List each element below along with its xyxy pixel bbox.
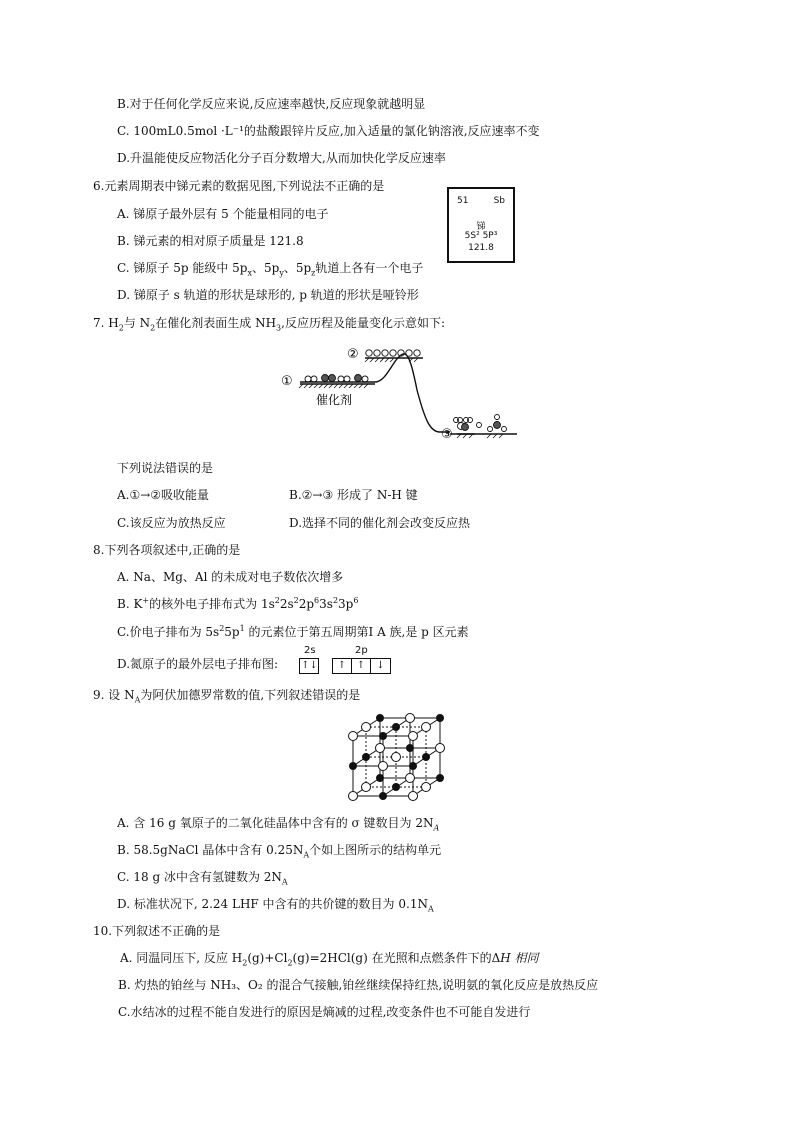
q6-option-a: A. 锑原子最外层有 5 个能量相同的电子 [117,207,329,221]
q6-stem: 6.元素周期表中锑元素的数据见图,下列说法不正确的是 [93,179,385,193]
q7-prompt: 下列说法错误的是 [117,461,214,475]
orbital-cell-2p-2: ↑ [352,659,371,673]
orbital-cell-2s: ↑↓ [301,660,318,671]
q9-stem: 9. 设 $N_A$为阿伏加德罗常数的值,下列叙述错误的是 [93,688,361,705]
orbital-label-2p: 2p [355,645,368,656]
adsorbed-atoms [366,350,420,356]
element-name: 锑 [476,222,486,232]
q9-option-a: A. 含 16 g 氧原子的二氧化硅晶体中含有的 σ 键数目为 $2N_A$ [117,816,440,833]
q9-option-b: B. 58.5gNaCl 晶体中含有 $0.25N_A$个如上图所示的结构单元 [117,843,442,860]
orbital-box-2p [332,658,391,674]
catalyst-label: 催化剂 [316,393,353,407]
q9-option-d: D. 标准状况下, 2.24 LHF 中含有的共价键的数目为 $0.1N_A$ [117,897,434,914]
q8-option-d: D.氮原子的最外层电子排布图: [117,657,279,671]
stage-2-label: ② [347,347,359,362]
reaction-energy-diagram [275,340,475,445]
stage-1-label: ① [281,374,293,389]
q5-option-c: C. 100mL0.5mol ·L⁻¹的盐酸跟锌片反应,加入适量的氯化钠溶液,反应速率不变 [117,124,540,138]
q7-option-a: A.①→②吸收能量 [117,488,210,502]
q10-option-a: A. 同温同压下, 反应 $H_2(g)+Cl_2(g)=2HCl(g)$ 在光照和点燃条件下的ΔH 相同 [120,951,539,968]
atomic-mass: 121.8 [468,243,494,253]
orbital-cell-2p-1: ↑ [333,659,352,673]
q6-option-b: B. 锑元素的相对原子质量是 121.8 [117,234,304,248]
q8-option-c: C.价电子排布为 $5s^25p^1$ 的元素位于第五周期第Ⅰ A 族,是 p 区元素 [117,624,469,639]
q6-option-d: D. 锑原子 s 轨道的形状是球形的, p 轨道的形状是哑铃形 [117,288,419,302]
antimony-element-box [447,187,515,263]
q5-option-d: D.升温能使反应物活化分子百分数增大,从而加快化学反应速率 [117,151,446,165]
nacl-crystal-cell [345,712,445,804]
q5-option-b: B.对于任何化学反应来说,反应速率越快,反应现象就越明显 [117,97,426,111]
electron-config: 5S² 5P³ [464,231,498,241]
orbital-label-2s: 2s [304,645,316,656]
q6-option-c: C. 锑原子 5p 能级中 $5p_x$、$5p_y$、$5p_z$轨道上各有一个电子 [117,261,424,278]
orbital-cell-2p-3: ↓ [376,660,385,671]
element-symbol: Sb [493,196,505,206]
q7-option-b: B.②→③ 形成了 N-H 键 [289,488,418,502]
stage-3-products [455,405,520,440]
stage-3-label: ③ [441,427,453,442]
q7-stem: 7. $H_2$与 $N_2$在催化剂表面生成 $NH_3$,反应历程及能量变化示意如下: [93,316,445,333]
q8-option-b: B. K+的核外电子排布式为 $1s^22s^22p^63s^23p^6$ [117,596,359,611]
orbital-box-2s [299,658,319,674]
q10-option-c: C.水结冰的过程不能自发进行的原因是熵减的过程,改变条件也不可能自发进行 [118,1005,531,1019]
q10-stem: 10.下列叙述不正确的是 [93,924,221,938]
reactant-molecules [305,375,368,383]
q7-option-c: C.该反应为放热反应 [117,516,226,530]
atomic-number: 51 [457,196,469,206]
q10-option-b: B. 灼热的铂丝与 NH₃、O₂ 的混合气接触,铂丝继续保持红热,说明氨的氧化反应是放热反应 [118,978,599,992]
q8-option-a: A. Na、Mg、Al 的未成对电子数依次增多 [117,570,344,584]
q7-option-d: D.选择不同的催化剂会改变反应热 [289,516,471,530]
q8-stem: 8.下列各项叙述中,正确的是 [93,543,241,557]
q9-option-c: C. 18 g 冰中含有氢键数为 $2N_A$ [117,870,288,887]
